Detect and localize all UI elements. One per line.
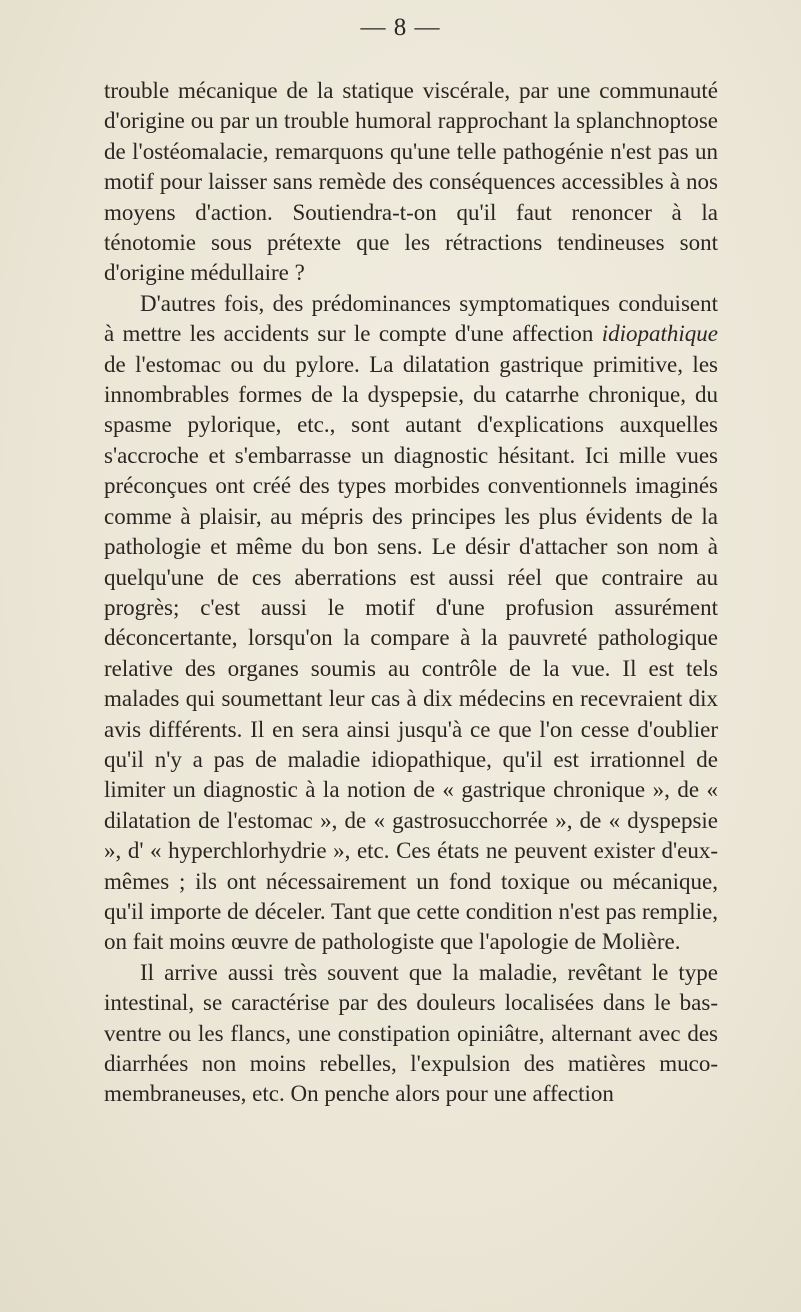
italic-term-idiopathique: idiopathique	[601, 321, 718, 347]
paragraph-1	[104, 76, 718, 289]
paragraph-2	[104, 289, 718, 958]
page-number: — 8 —	[360, 14, 441, 41]
paragraph-3	[104, 958, 718, 1110]
paragraph-3-text: Il arrive aussi très souvent que la maladie, revêtant le type intestinal, se caractérise par des douleurs localisées dans le bas-ventre ou les flancs, une constipation opiniâtre, alternant avec des diarrhées non moins rebelles, l'expulsion des matières muco-membraneuses, etc. On penche alors pour une affection	[104, 959, 718, 1107]
paragraph-2-text-start: D'autres fois, des prédominances symptomatiques conduisent à mettre les accidents sur le compte d'une affection	[104, 290, 718, 347]
body-text	[104, 76, 718, 1110]
paragraph-1-text: trouble mécanique de la statique viscérale, par une communauté d'origine ou par un trouble humoral rapprochant la splanchnoptose de l'ostéomalacie, remarquons qu'une telle pathogénie n'est pas un motif pour laisser sans remède des conséquences accessibles à nos moyens d'action. Soutiendra-t-on qu'il faut renoncer à la ténotomie sous prétexte que les rétractions tendineuses sont d'origine médullaire ?	[104, 78, 718, 286]
paragraph-2-text-rest: de l'estomac ou du pylore. La dilatation gastrique primitive, les innombrables formes de la dyspepsie, du catarrhe chronique, du spasme pylorique, etc., sont autant d'explications auxquelles s'accroche et s'embarrasse un diagnostic hésitant. Ici mille vues préconçues ont créé des types morbides conventionnels imaginés comme à plaisir, au mépris des principes les plus évidents de la pathologie et même du bon sens. Le désir d'attacher son nom à quelqu'une de ces aberrations est aussi réel que contraire au progrès; c'est aussi le motif d'une profusion assurément déconcertante, lorsqu'on la compare à la pauvreté pathologique relative des organes soumis au contrôle de la vue. Il est tels malades qui soumettant leur cas à dix médecins en recevraient dix avis différents. Il en sera ainsi jusqu'à ce que l'on cesse d'oublier qu'il n'y a pas de maladie idiopathique, qu'il est irrationnel de limiter un diagnostic à la notion de « gastrique chronique », de « dilatation de l'estomac », de « gastrosucchorrée », de « dyspepsie », d' « hyperchlorhydrie », etc. Ces états ne peuvent exister d'eux-mêmes ; ils ont nécessairement un fond toxique ou mécanique, qu'il importe de déceler. Tant que cette condition n'est pas remplie, on fait moins œuvre de pathologiste que l'apologie de Molière.	[104, 351, 718, 955]
